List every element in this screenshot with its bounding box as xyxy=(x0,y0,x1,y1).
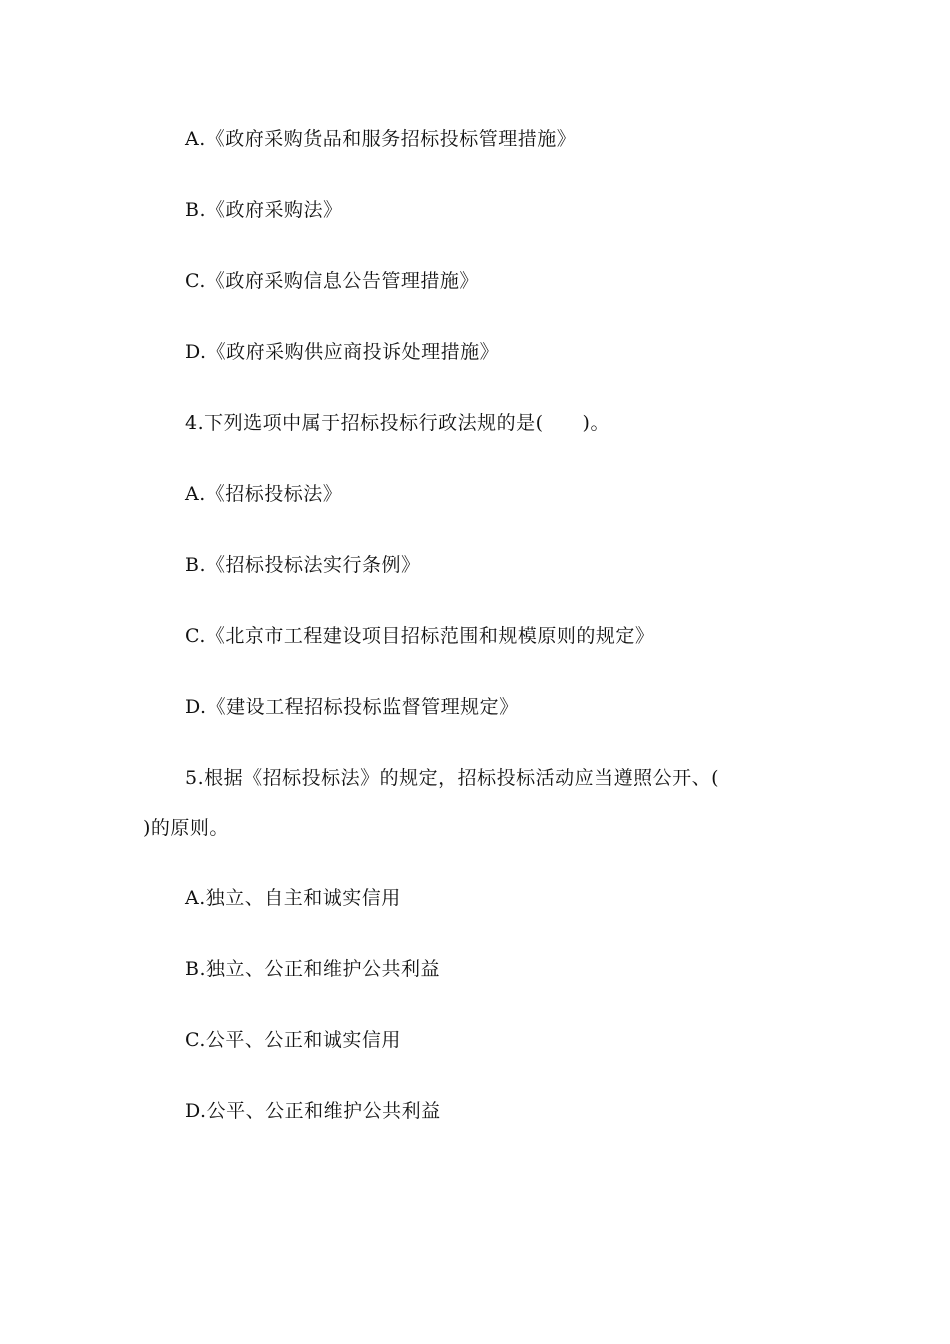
q5-question-line1: 5.根据《招标投标法》的规定，招标投标活动应当遵照公开、( xyxy=(185,767,720,789)
q3-option-b: B.《政府采购法》 xyxy=(185,199,343,221)
q3-option-a: A.《政府采购货品和服务招标投标管理措施》 xyxy=(185,128,577,150)
q5-question-line2: )的原则。 xyxy=(143,817,229,839)
q4-question: 4.下列选项中属于招标投标行政法规的是( )。 xyxy=(185,412,610,434)
q5-option-a: A.独立、自主和诚实信用 xyxy=(185,887,401,909)
q5-option-d: D.公平、公正和维护公共利益 xyxy=(185,1100,441,1122)
q5-option-c: C.公平、公正和诚实信用 xyxy=(185,1029,401,1051)
q3-option-c: C.《政府采购信息公告管理措施》 xyxy=(185,270,479,292)
q3-option-d: D.《政府采购供应商投诉处理措施》 xyxy=(185,341,500,363)
q4-option-a: A.《招标投标法》 xyxy=(185,483,343,505)
q5-option-b: B.独立、公正和维护公共利益 xyxy=(185,958,441,980)
q4-option-b: B.《招标投标法实行条例》 xyxy=(185,554,421,576)
q4-option-d: D.《建设工程招标投标监督管理规定》 xyxy=(185,696,519,718)
q4-option-c: C.《北京市工程建设项目招标范围和规模原则的规定》 xyxy=(185,625,655,647)
